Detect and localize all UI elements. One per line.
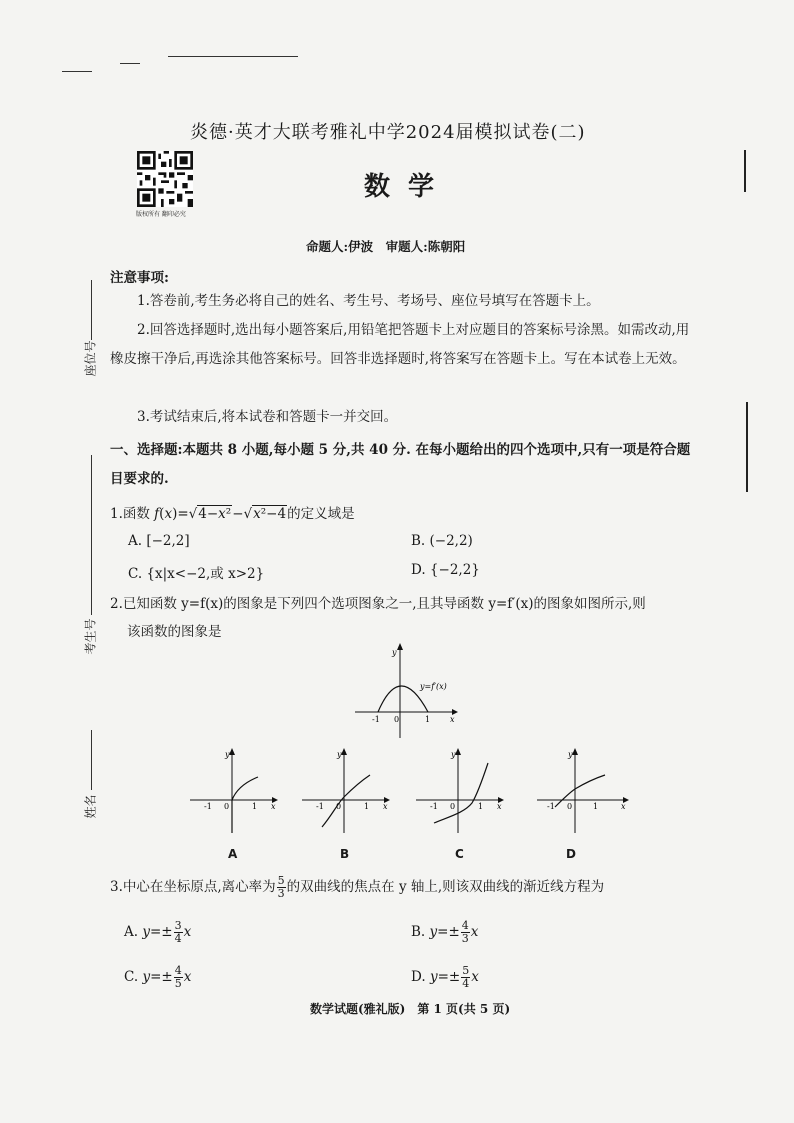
svg-text:x: x [497, 802, 502, 811]
question-1: 1.函数 f(x)=√4−x²−√x²−4的定义域是 [110, 506, 355, 522]
graph-a [188, 745, 278, 835]
svg-text:-1: -1 [316, 802, 324, 811]
authors-line: 命题人:伊波 审题人:陈朝阳 [306, 239, 466, 254]
scan-edge [746, 402, 748, 492]
question-3 [110, 875, 604, 900]
svg-text:-1: -1 [204, 802, 212, 811]
question-1-suffix: 的定义域是 [287, 506, 355, 522]
svg-text:0: 0 [450, 802, 456, 811]
section-heading: 一、选择题:本题共 8 小题,每小题 5 分,共 40 分. 在每小题给出的四个选项中,只有一项是符合题目要求的. [110, 442, 691, 487]
scan-mark [120, 63, 140, 64]
graph-c-label: C [455, 847, 464, 861]
question-1-prefix: 1.函数 [110, 506, 155, 522]
question-3-suffix: 的双曲线的焦点在 y 轴上,则该双曲线的渐近线方程为 [286, 879, 605, 895]
derivative-label: y=f′(x) [420, 682, 447, 691]
function-expression: f [154, 506, 160, 522]
svg-text:-1: -1 [430, 802, 438, 811]
scan-edge [744, 150, 746, 192]
svg-text:0: 0 [567, 802, 573, 811]
q1-option-b: B. (−2,2) [411, 533, 473, 549]
notice-item-2: 2.回答选择题时,选出每小题答案后,用铅笔把答题卡上对应题目的答案标号涂黑。如需改动,用橡皮擦干净后,再选涂其他答案标号。回答非选择题时,将答案写在答题卡上。写在本试卷上无效。 [110, 322, 690, 367]
graph-b [300, 745, 390, 835]
svg-text:1: 1 [364, 802, 370, 811]
eccentricity-fraction: $\frac{5}{3}$ [277, 874, 285, 900]
svg-text:0: 0 [394, 715, 400, 724]
svg-text:x: x [450, 715, 455, 724]
scan-mark [168, 56, 298, 57]
seat-number-label: 座位号 [83, 340, 98, 377]
scan-mark [62, 71, 92, 72]
q1-option-a: A. [−2,2] [128, 533, 190, 549]
question-3-prefix: 3.中心在坐标原点,离心率为 [110, 879, 276, 895]
svg-text:y: y [451, 750, 456, 759]
qr-code-icon [137, 151, 193, 207]
q3-option-d: D. y=± $\frac{5}{4}$ x [411, 964, 479, 990]
svg-text:0: 0 [336, 802, 342, 811]
name-line [91, 730, 92, 790]
student-number-line [91, 455, 92, 615]
notice-item-3: 3.考试结束后,将本试卷和答题卡一并交回。 [137, 409, 398, 425]
svg-text:1: 1 [425, 715, 431, 724]
q3-option-b: B. y=± $\frac{4}{3}$ x [411, 919, 479, 945]
subject-title: 数学 [364, 172, 453, 202]
graph-d [535, 745, 630, 835]
svg-text:-1: -1 [372, 715, 380, 724]
question-2-line-2: 该函数的图象是 [127, 624, 222, 640]
svg-text:-1: -1 [547, 802, 555, 811]
svg-text:1: 1 [478, 802, 484, 811]
svg-text:y: y [392, 648, 397, 657]
svg-text:x: x [271, 802, 276, 811]
svg-text:y: y [337, 750, 342, 759]
derivative-graph [350, 640, 460, 740]
q3-option-c: C. y=± $\frac{4}{5}$ x [124, 964, 192, 990]
svg-text:y: y [568, 750, 573, 759]
page-footer: 数学试题(雅礼版) 第 1 页(共 5 页) [310, 1002, 511, 1016]
notice-heading: 注意事项: [110, 270, 169, 286]
qr-caption: 版权所有 翻印必究 [136, 211, 186, 218]
svg-text:0: 0 [224, 802, 230, 811]
seat-number-line [91, 280, 92, 340]
student-number-label: 考生号 [83, 618, 98, 655]
svg-text:y: y [225, 750, 230, 759]
svg-text:1: 1 [593, 802, 599, 811]
graph-b-label: B [340, 847, 350, 861]
graph-a-label: A [228, 847, 238, 861]
name-label: 姓名 [83, 794, 98, 819]
notice-item-1: 1.答卷前,考生务必将自己的姓名、考生号、考场号、座位号填写在答题卡上。 [137, 293, 600, 309]
question-2-line-1: 2.已知函数 y=f(x)的图象是下列四个选项图象之一,且其导函数 y=f′(x)的图象如图所示,则 [110, 596, 646, 612]
svg-text:x: x [383, 802, 388, 811]
exam-title: 炎德·英才大联考雅礼中学2024届模拟试卷(二) [190, 122, 586, 143]
q1-option-c: C. {x|x<−2,或 x>2} [128, 566, 265, 582]
svg-text:1: 1 [252, 802, 258, 811]
graph-d-label: D [566, 847, 576, 861]
graph-c [414, 745, 504, 835]
q3-option-a: A. y=± $\frac{3}{4}$ x [124, 919, 192, 945]
q1-option-d: D. {−2,2} [411, 562, 480, 578]
svg-text:x: x [621, 802, 626, 811]
